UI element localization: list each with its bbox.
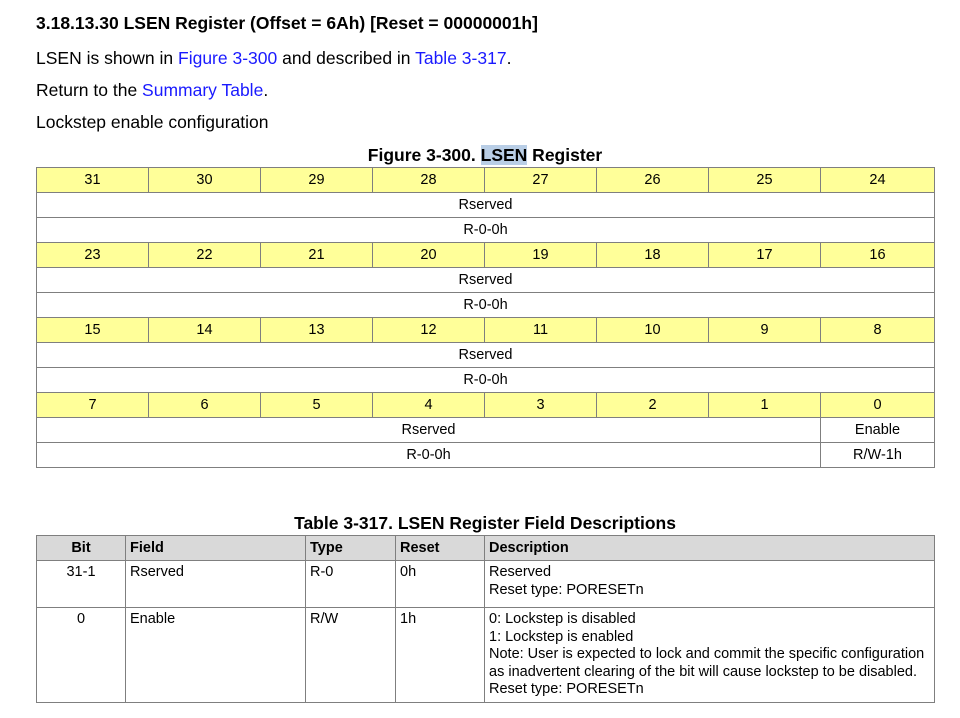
bit-number: 17 [709, 243, 821, 268]
bit-number: 27 [485, 168, 597, 193]
intro-text-pre: LSEN is shown in [36, 48, 179, 68]
bit-number: 2 [597, 393, 709, 418]
description-cell [485, 608, 935, 703]
bit-number: 19 [485, 243, 597, 268]
bit-number: 29 [261, 168, 373, 193]
figure-caption-post: Register [527, 145, 603, 165]
figure-caption [36, 145, 934, 166]
bit-number: 24 [821, 168, 935, 193]
field-access-row [37, 218, 935, 243]
field-cell: Enable [126, 608, 306, 703]
bit-number: 11 [485, 318, 597, 343]
column-header-type: Type [306, 536, 396, 561]
bit-number: 5 [261, 393, 373, 418]
table-row [37, 608, 935, 703]
field-name-row [37, 193, 935, 218]
enable-field-name-cell: Enable [821, 418, 935, 443]
bit-number-row [37, 243, 935, 268]
field-name-cell: Rserved [37, 418, 821, 443]
bit-number: 7 [37, 393, 149, 418]
bit-number: 4 [373, 393, 485, 418]
bit-number: 3 [485, 393, 597, 418]
bit-number: 23 [37, 243, 149, 268]
type-cell: R/W [306, 608, 396, 703]
bit-number-row [37, 168, 935, 193]
field-access-row [37, 293, 935, 318]
bit-number: 15 [37, 318, 149, 343]
field-name-cell: Rserved [37, 343, 935, 368]
description-line: Reset type: PORESETn [489, 581, 644, 598]
reset-cell: 1h [396, 608, 485, 703]
bit-number: 20 [373, 243, 485, 268]
register-diagram [36, 167, 935, 468]
bit-number: 14 [149, 318, 261, 343]
bit-number: 1 [709, 393, 821, 418]
bit-number: 30 [149, 168, 261, 193]
enable-field-access-cell: R/W-1h [821, 443, 935, 468]
figure-caption-pre: Figure 3-300. [367, 145, 481, 165]
bit-number: 13 [261, 318, 373, 343]
summary-table-link[interactable]: Summary Table [142, 80, 264, 100]
bit-number: 25 [709, 168, 821, 193]
table-caption: Table 3-317. LSEN Register Field Descriptions [294, 513, 676, 533]
intro-text-mid: and described in [277, 48, 416, 68]
bit-number-row [37, 318, 935, 343]
bit-number: 16 [821, 243, 935, 268]
field-name-row [37, 343, 935, 368]
bit-number: 6 [149, 393, 261, 418]
column-header-description: Description [485, 536, 935, 561]
field-name-row [37, 418, 935, 443]
bit-number: 0 [821, 393, 935, 418]
bit-cell: 31-1 [37, 561, 126, 608]
bit-number: 28 [373, 168, 485, 193]
field-access-cell: R-0-0h [37, 368, 935, 393]
description-cell [485, 561, 935, 608]
field-access-row [37, 443, 935, 468]
bit-cell: 0 [37, 608, 126, 703]
field-name-row [37, 268, 935, 293]
field-access-cell: R-0-0h [37, 218, 935, 243]
section-heading: 3.18.13.30 LSEN Register (Offset = 6Ah) [Reset = 00000001h] [36, 13, 538, 33]
description-line: 0: Lockstep is disabled [489, 611, 636, 627]
column-header-field: Field [126, 536, 306, 561]
field-cell: Rserved [126, 561, 306, 608]
field-access-row [37, 368, 935, 393]
field-name-cell: Rserved [37, 268, 935, 293]
intro-paragraph [36, 48, 511, 69]
type-cell: R-0 [306, 561, 396, 608]
register-summary: Lockstep enable configuration [36, 112, 269, 132]
bit-number: 26 [597, 168, 709, 193]
return-text-post: . [263, 80, 269, 100]
return-paragraph [36, 80, 268, 101]
bit-number: 10 [597, 318, 709, 343]
bit-number: 22 [149, 243, 261, 268]
bit-number: 8 [821, 318, 935, 343]
bit-number: 9 [709, 318, 821, 343]
field-name-cell: Rserved [37, 193, 935, 218]
field-access-cell: R-0-0h [37, 443, 821, 468]
intro-text-post: . [506, 48, 512, 68]
figure-link[interactable]: Figure 3-300 [178, 48, 278, 68]
table-link[interactable]: Table 3-317 [415, 48, 507, 68]
description-line: Note: User is expected to lock and commit the specific configuration [489, 646, 925, 662]
bit-number: 18 [597, 243, 709, 268]
description-line: Reset type: PORESETn [489, 681, 644, 697]
field-descriptions-table [36, 535, 935, 703]
bit-number: 12 [373, 318, 485, 343]
bit-number: 31 [37, 168, 149, 193]
description-line: 1: Lockstep is enabled [489, 628, 634, 645]
reset-cell: 0h [396, 561, 485, 608]
bit-number-row [37, 393, 935, 418]
return-text-pre: Return to the [36, 80, 143, 100]
column-header-bit: Bit [37, 536, 126, 561]
figure-caption-highlight: LSEN [480, 145, 528, 165]
table-row [37, 561, 935, 608]
field-access-cell: R-0-0h [37, 293, 935, 318]
column-header-reset: Reset [396, 536, 485, 561]
description-line: Reserved [489, 564, 552, 580]
bit-number: 21 [261, 243, 373, 268]
description-line: as inadvertent clearing of the bit will cause lockstep to be disabled. [489, 663, 917, 680]
table-header-row [37, 536, 935, 561]
